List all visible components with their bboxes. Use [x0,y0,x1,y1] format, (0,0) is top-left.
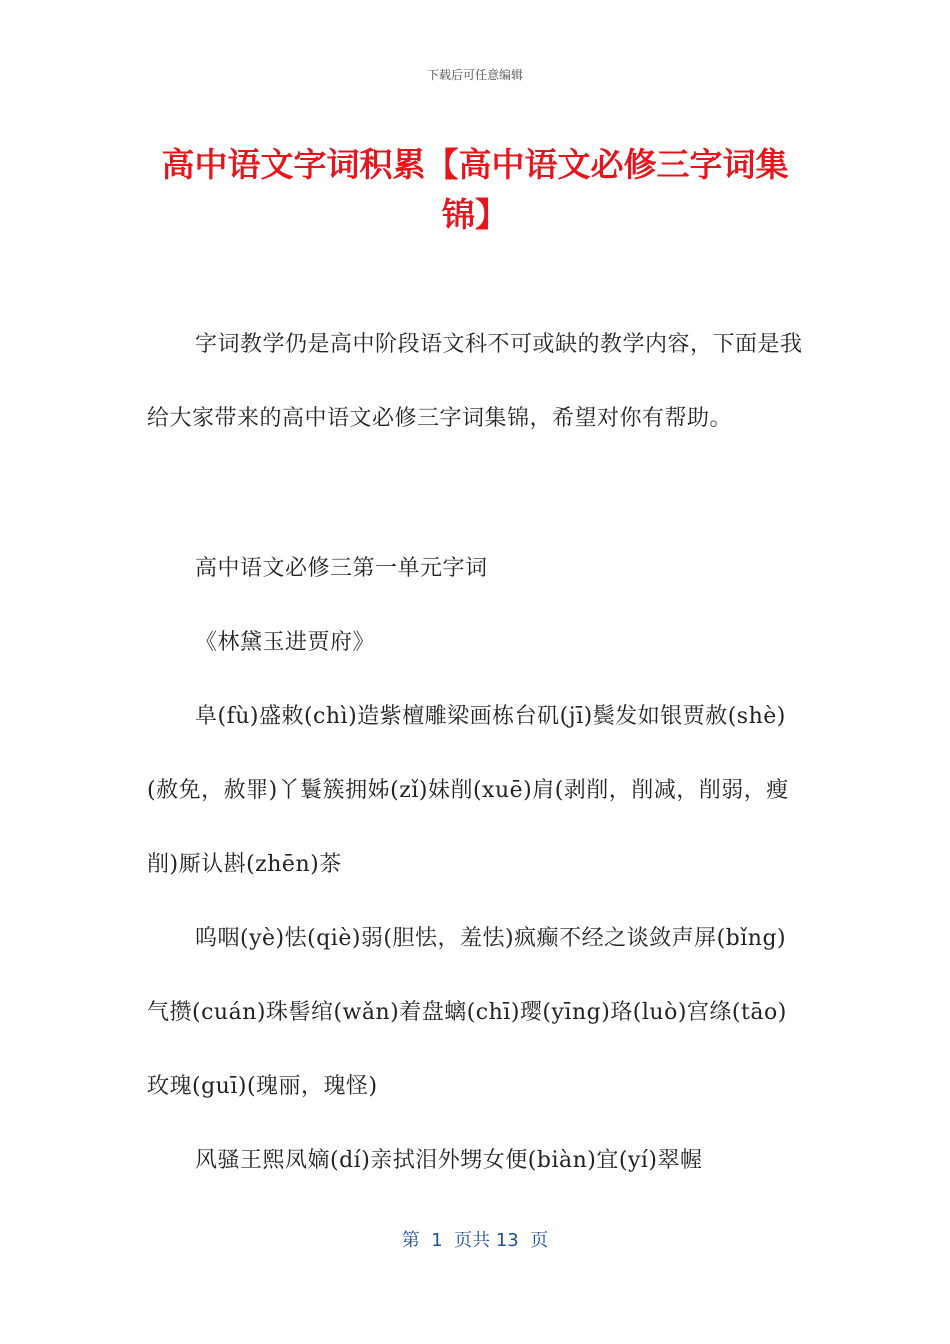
vocab-paragraph: 风骚王熙凤嫡(dí)亲拭泪外甥女便(biàn)宜(yí)翠幄 [195,1148,703,1173]
document-title: 高中语文字词积累【高中语文必修三字词集锦】 [161,145,789,234]
unit-heading: 高中语文必修三第一单元字词 [195,556,488,581]
vocab-paragraph: 阜(fù)盛敕(chì)造紫檀雕梁画栋台矶(jī)鬓发如银贾赦(shè)(赦免，赦罪)丫鬟簇拥姊(zǐ)妹削(xuē)肩(剥削，削减，削弱，瘦削)厮认斟(zhēn)茶 [147,704,789,877]
vocab-paragraph: 呜咽(yè)怯(qiè)弱(胆怯，羞怯)疯癫不经之谈敛声屏(bǐng)气攒(cuán)珠髻绾(wǎn)着盘螭(chī)璎(yīng)珞(luò)宫绦(tāo)玫瑰(guī)(瑰丽，瑰怪) [147,926,787,1099]
page-number-footer: 第 1 页共 13 页 [401,1230,549,1251]
header-note: 下载后可任意编辑 [426,68,523,82]
lesson-title: 《林黛玉进贾府》 [195,630,376,655]
intro-paragraph: 字词教学仍是高中阶段语文科不可或缺的教学内容，下面是我给大家带来的高中语文必修三字词集锦，希望对你有帮助。 [147,332,803,431]
unit-section [147,532,803,1198]
intro-section [147,308,803,456]
